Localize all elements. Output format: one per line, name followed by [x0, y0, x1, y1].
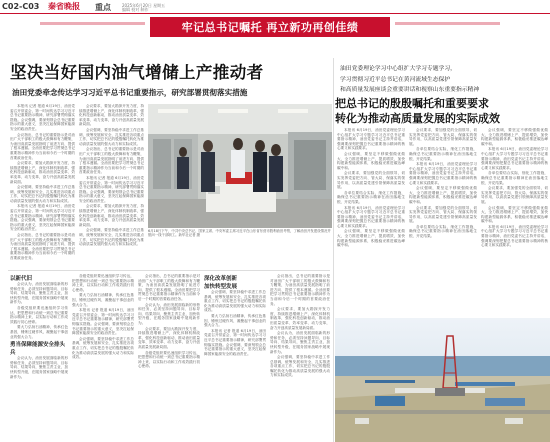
- body-paragraph: 会议强调，要坚定不移做强做优做大，全力推进增储上产、提质增效，加快构建新型能源体系，积极稳妥推进碳达峰碳中和。: [337, 151, 405, 170]
- right-headline-line: 转化为推动高质量发展的实际成效: [335, 112, 500, 125]
- main-headline: 坚决当好国内油气增储上产推动者: [10, 63, 264, 82]
- body-paragraph: 会议强调，要坚定不移做强做优做大，全力推进增储上产、提质增效，加快构建新型能源体系，积极稳妥推进碳达峰碳中和。: [337, 229, 405, 248]
- body-paragraph: 会议要求，要加强党的全面领导，切实发挥党委把方向、管大局、保落实的领导作用，以高质量党建引领保障高质量发展。: [481, 186, 548, 204]
- right-intro-line: 和高质量发展座谈会重要讲话和视察山东重要指示精神: [340, 87, 480, 93]
- body-paragraph: 会议指出，总书记的重要指示是对油田广大干部职工的极大鼓舞和有力鞭策，为油田高质量发展指明了前进方向、提供了根本遵循。全油田要把学习贯彻总书记重要指示精神作为当前和今后一个时期的首要政治任务。: [10, 233, 75, 260]
- body-paragraph: 本报讯 6月19日，油田党委理论学习中心组扩大学习专题学习习近平总书记重要指示精神，油田党委书记主持并讲话，强调要深刻把握总书记重要指示精神的核心要义和实践要求。: [337, 128, 405, 151]
- body-paragraph: 要大力弘扬石油精神，传承红色基因，锤炼过硬作风，凝聚起干事创业的强大合力。: [204, 313, 266, 328]
- body-paragraph: 会议强调，要坚定不移做强做优做大，全力推进增储上产、提质增效，加快构建新型能源体系，积极稳妥推进碳达峰碳中和。: [481, 128, 548, 146]
- body-paragraph: 各级党组织要迅速组织学习传达，把思想和行动统一到总书记重要指示精神上来，以实际行动和工作成效践行初心使命。: [72, 274, 134, 292]
- page-number: C02-C03: [2, 2, 40, 11]
- photo-caption: 6月18日下午，中共中央总书记、国家主席、中央军委主席习近平在山东省东营市胜利油田考察，了解油田开发建设情况并慰问一线干部职工。新华社记者 摄: [148, 229, 331, 238]
- body-paragraph: 会议要求，要加大勘探开发力度，持续推进增储上产，深化体制机制改革，强化科技创新驱动，推动油田质量变革、效率变革、动力变革，奋力开创高质量发展新局面。: [79, 204, 144, 227]
- body-paragraph: 会议强调，要坚定不移做强做优做大，全力推进增储上产、提质增效，加快构建新型能源体系，积极稳妥推进碳达峰碳中和。: [481, 205, 548, 224]
- oilfield-illustration: [335, 318, 550, 442]
- banner-wing-right: [395, 22, 500, 25]
- date-block: [122, 4, 165, 12]
- date-line: 2025年6月20日 星期五: [122, 3, 166, 8]
- body-paragraph: 本报讯 6月19日，油田党委理论学习中心组扩大学习专题学习习近平总书记重要指示精神，油田党委书记主持并讲话，强调要深刻把握总书记重要指示精神的核心要义和实践要求。: [409, 162, 477, 185]
- body-paragraph: 本报讯 6月19日，油田党委理论学习中心组扩大学习专题学习习近平总书记重要指示精神，油田党委书记主持并讲话，强调要深刻把握总书记重要指示精神的核心要义和实践要求。: [337, 205, 405, 228]
- text-column: [270, 274, 330, 442]
- body-paragraph: 各级党组织要迅速组织学习传达，把思想和行动统一到总书记重要指示精神上来，以实际行动和工作成效践行初心使命。: [10, 305, 68, 324]
- body-paragraph: 本报讯 记者 报道 6月19日，油田党委召开常委会，第一时间传达学习习近平总书记重要指示精神，研究部署贯彻落实措施。会议强调，要深刻领会总书记重要指示的重大意义，坚决扛起保障国家能源安全的政治责任。: [204, 328, 266, 356]
- lab-scene-illustration: [148, 104, 332, 228]
- body-paragraph: 会议认为，油田发展面临新的形势和任务，必须坚持问题导向、目标导向、结果导向，聚焦主责主业，加快转型升级，在服务国家战略中展现新作为。: [138, 302, 200, 325]
- body-paragraph: 本报讯 记者 报道 6月19日，油田党委召开常委会，第一时间传达学习习近平总书记重要指示精神，研究部署贯彻落实措施。会议强调，要深刻领会总书记重要指示的重大意义，坚决扛起保障国家能源安全的政治责任。: [10, 104, 75, 131]
- body-paragraph: 各单位要结合实际，细化工作措施，确保总书记重要指示精神在油田落地生根、开花结果。: [337, 190, 405, 204]
- text-column: [138, 274, 200, 442]
- text-column: [10, 274, 68, 442]
- body-paragraph: 会议指出，总书记的重要指示是对油田广大干部职工的极大鼓舞和有力鞭策，为油田高质量发展指明了前进方向、提供了根本遵循。全油田要把学习贯彻总书记重要指示精神作为当前和今后一个时期的首要政治任务。: [10, 132, 75, 160]
- body-paragraph: 各单位要结合实际，细化工作措施，确保总书记重要指示精神在油田落地生根、开花结果。: [481, 171, 548, 185]
- text-column: [409, 128, 477, 314]
- news-photo: [148, 104, 332, 228]
- body-paragraph: 会议指出，总书记的重要指示是对油田广大干部职工的极大鼓舞和有力鞭策，为油田高质量发展指明了前进方向、提供了根本遵循。全油田要把学习贯彻总书记重要指示精神作为当前和今后一个时期的首要政治任务。: [270, 274, 330, 306]
- text-column: [481, 128, 548, 314]
- text-column: [10, 104, 75, 267]
- column-subtitle: 深化改革创新: [204, 276, 238, 282]
- editor-line: 编辑 校对 制作: [122, 7, 149, 12]
- body-paragraph: 要大力弘扬石油精神，传承红色基因，锤炼过硬作风，凝聚起干事创业的强大合力。: [10, 325, 68, 339]
- right-headline-line: 把总书记的殷殷嘱托和重要要求: [335, 97, 489, 110]
- body-paragraph: 会议要求，要加大勘探开发力度，持续推进增储上产，深化体制机制改革，强化科技创新驱动，推动油田质量变革、效率变革、动力变革，奋力开创高质量发展新局面。: [10, 161, 75, 184]
- oilfield-aerial-photo: [335, 318, 550, 442]
- text-column: [204, 274, 266, 442]
- section-divider: [8, 270, 330, 271]
- column-subtitle: 加快转型发展: [204, 284, 238, 290]
- banner-wing-left: [40, 22, 145, 25]
- body-paragraph: 各级党组织要迅速组织学习传达，把思想和行动统一到总书记重要指示精神上来，以实际行动和工作成效践行初心使命。: [138, 350, 200, 369]
- text-column: [79, 104, 144, 267]
- page-header: [0, 0, 550, 14]
- body-paragraph: 会议要求，要加大勘探开发力度，持续推进增储上产，深化体制机制改革，强化科技创新驱动，推动油田质量变革、效率变革、动力变革，奋力开创高质量发展新局面。: [138, 326, 200, 349]
- body-paragraph: 本报讯 6月19日，油田党委理论学习中心组扩大学习专题学习习近平总书记重要指示精神，油田党委书记主持并讲话，强调要深刻把握总书记重要指示精神的核心要义和实践要求。: [481, 147, 548, 170]
- body-paragraph: 会议强调，要坚持稳中求进工作总基调，统筹发展和安全，扎实推进各项重点工作，切实把总书记的殷殷嘱托转化为推动高质量发展的强大动力和实际成效。: [79, 127, 144, 146]
- column-subtitle: 勇当保障能源安全排头兵: [10, 342, 66, 357]
- header-rule: [0, 13, 550, 14]
- body-paragraph: 会议强调，要坚持稳中求进工作总基调，统筹发展和安全，扎实推进各项重点工作，切实把总书记的殷殷嘱托转化为推动高质量发展的强大动力和实际成效。: [270, 355, 330, 378]
- newspaper-name: 秦省晚报: [48, 1, 80, 11]
- text-column: [337, 128, 405, 314]
- main-subhead: 油田党委牵念传达学习习近平总书记重要指示，研究部署贯彻落实措施: [12, 88, 248, 97]
- column-divider: [333, 58, 334, 442]
- body-paragraph: 会议强调，要坚持稳中求进工作总基调，统筹发展和安全，扎实推进各项重点工作，切实把总书记的殷殷嘱托转化为推动高质量发展的强大动力和实际成效。: [79, 228, 144, 247]
- body-paragraph: 会议认为，油田发展面临新的形势和任务，必须坚持问题导向、目标导向、结果导向，聚焦主责主业，加快转型升级，在服务国家战略中展现新作为。: [10, 282, 68, 305]
- body-paragraph: 会议强调，要坚持稳中求进工作总基调，统筹发展和安全，扎实推进各项重点工作，切实把总书记的殷殷嘱托转化为推动高质量发展的强大动力和实际成效。: [10, 185, 75, 203]
- body-paragraph: 要大力弘扬石油精神，传承红色基因，锤炼过硬作风，凝聚起干事创业的强大合力。: [72, 293, 134, 307]
- body-paragraph: 各单位要结合实际，细化工作措施，确保总书记重要指示精神在油田落地生根、开花结果。: [409, 224, 477, 239]
- body-paragraph: 会议强调，要坚持稳中求进工作总基调，统筹发展和安全，扎实推进各项重点工作，切实把总书记的殷殷嘱托转化为推动高质量发展的强大动力和实际成效。: [72, 336, 134, 360]
- text-column: [72, 274, 134, 442]
- body-paragraph: 会议要求，要加强党的全面领导，切实发挥党委把方向、管大局、保落实的领导作用，以高质量党建引领保障高质量发展。: [337, 171, 405, 190]
- body-paragraph: 会议认为，油田发展面临新的形势和任务，必须坚持问题导向、目标导向、结果导向，聚焦主责主业，加快转型升级，在服务国家战略中展现新作为。: [270, 331, 330, 354]
- body-paragraph: 会议指出，总书记的重要指示是对油田广大干部职工的极大鼓舞和有力鞭策，为油田高质量发展指明了前进方向、提供了根本遵循。全油田要把学习贯彻总书记重要指示精神作为当前和今后一个时期的首要政治任务。: [79, 147, 144, 175]
- body-paragraph: 各单位要结合实际，细化工作措施，确保总书记重要指示精神在油田落地生根、开花结果。: [409, 147, 477, 161]
- body-paragraph: 会议强调，要坚定不移做强做优做大，全力推进增储上产、提质增效，加快构建新型能源体系，积极稳妥推进碳达峰碳中和。: [409, 186, 477, 204]
- section-label: 重点: [95, 3, 111, 12]
- body-paragraph: 本报讯 记者 报道 6月19日，油田党委召开常委会，第一时间传达学习习近平总书记重要指示精神，研究部署贯彻落实措施。会议强调，要深刻领会总书记重要指示的重大意义，坚决扛起保障国家能源安全的政治责任。: [79, 175, 144, 203]
- body-paragraph: 会议强调，要坚持稳中求进工作总基调，统筹发展和安全，扎实推进各项重点工作，切实把总书记的殷殷嘱托转化为推动高质量发展的强大动力和实际成效。: [204, 290, 266, 313]
- right-intro-line: 学习贯彻习近平总书记在黄河流域生态保护: [340, 77, 451, 83]
- right-intro-line: 油田党委理论学习中心组扩大学习专题学习，: [340, 66, 456, 72]
- body-paragraph: 本报讯 记者 报道 6月19日，油田党委召开常委会，第一时间传达学习习近平总书记重要指示精神，研究部署贯彻落实措施。会议强调，要深刻领会总书记重要指示的重大意义，坚决扛起保障国家能源安全的政治责任。: [72, 308, 134, 336]
- body-paragraph: 会议认为，油田发展面临新的形势和任务，必须坚持问题导向、目标导向、结果导向，聚焦主责主业，加快转型升级，在服务国家战略中展现新作为。: [10, 356, 68, 379]
- body-paragraph: 会议要求，要加大勘探开发力度，持续推进增储上产，深化体制机制改革，强化科技创新驱动，推动油田质量变革、效率变革、动力变革，奋力开创高质量发展新局面。: [270, 307, 330, 330]
- banner-text: 牢记总书记嘱托 再立新功再创佳绩: [181, 21, 359, 34]
- body-paragraph: 本报讯 记者 报道 6月19日，油田党委召开常委会，第一时间传达学习习近平总书记重要指示精神，研究部署贯彻落实措施。会议强调，要深刻领会总书记重要指示的重大意义，坚决扛起保障国家能源安全的政治责任。: [10, 204, 75, 232]
- body-paragraph: 会议指出，总书记的重要指示是对油田广大干部职工的极大鼓舞和有力鞭策，为油田高质量发展指明了前进方向、提供了根本遵循。全油田要把学习贯彻总书记重要指示精神作为当前和今后一个时期的首要政治任务。: [138, 274, 200, 301]
- column-subtitle: 以新代旧: [10, 276, 33, 282]
- body-paragraph: 会议要求，要加大勘探开发力度，持续推进增储上产，深化体制机制改革，强化科技创新驱动，推动油田质量变革、效率变革、动力变革，奋力开创高质量发展新局面。: [79, 104, 144, 127]
- body-paragraph: 会议要求，要加强党的全面领导，切实发挥党委把方向、管大局、保落实的领导作用，以高质量党建引领保障高质量发展。: [409, 128, 477, 146]
- body-paragraph: 本报讯 6月19日，油田党委理论学习中心组扩大学习专题学习习近平总书记重要指示精神，油田党委书记主持并讲话，强调要深刻把握总书记重要指示精神的核心要义和实践要求。: [481, 224, 548, 248]
- body-paragraph: 会议要求，要加强党的全面领导，切实发挥党委把方向、管大局、保落实的领导作用，以高质量党建引领保障高质量发展。: [409, 205, 477, 224]
